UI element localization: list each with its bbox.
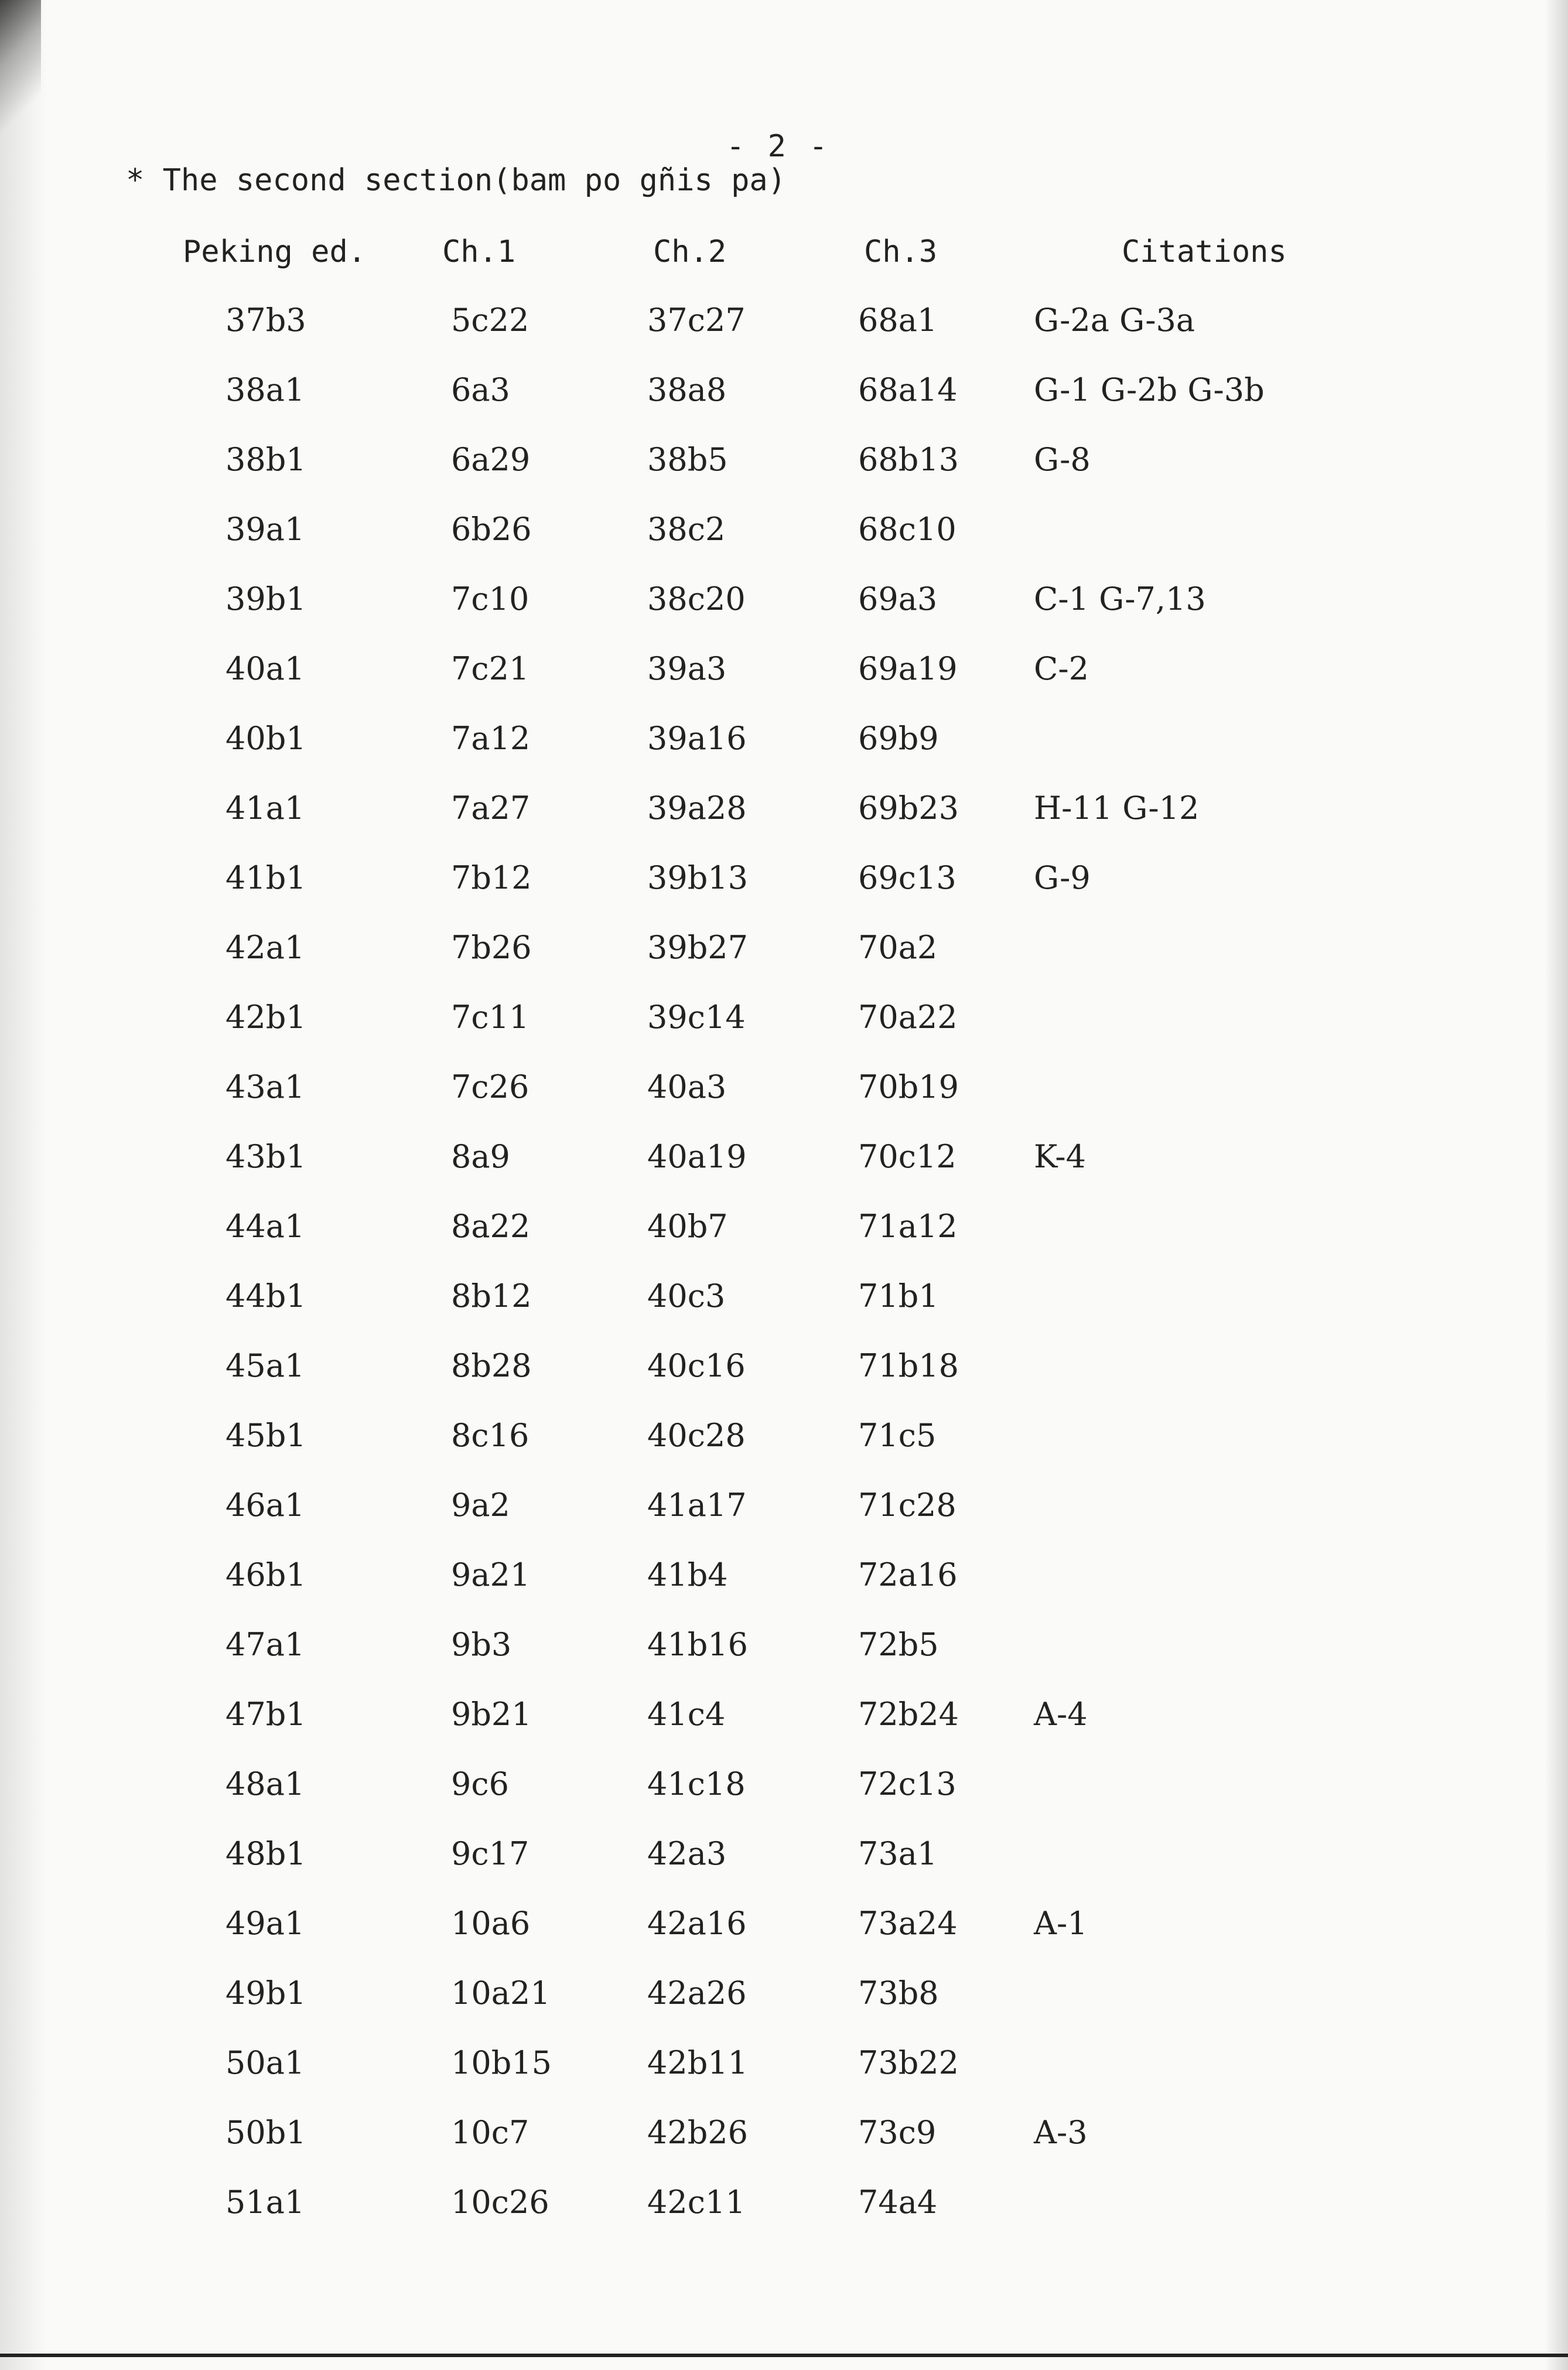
cell-ch2: 37c27 [647, 302, 746, 339]
table-row [0, 511, 1568, 580]
cell-ch1: 6a29 [451, 441, 531, 478]
cell-ch3: 72c13 [858, 1765, 956, 1802]
cell-citations: A-1 [1034, 1905, 1088, 1942]
cell-citations: G-9 [1034, 859, 1091, 896]
cell-peking: 40a1 [226, 650, 305, 687]
cell-peking: 50b1 [226, 2114, 306, 2151]
page-number: - 2 - [726, 129, 830, 164]
table-row [0, 1068, 1568, 1138]
table-body [0, 302, 1568, 2253]
cell-ch2: 38b5 [647, 441, 728, 478]
cell-peking: 42b1 [226, 999, 306, 1036]
cell-peking: 38a1 [226, 371, 305, 408]
cell-ch2: 42a16 [647, 1905, 747, 1942]
cell-peking: 41b1 [226, 859, 306, 896]
cell-ch2: 39c14 [647, 999, 746, 1036]
cell-ch3: 69a3 [858, 580, 938, 617]
table-row [0, 1556, 1568, 1626]
cell-ch3: 73b8 [858, 1975, 939, 2012]
cell-citations: C-2 [1034, 650, 1089, 687]
table-row [0, 929, 1568, 999]
cell-ch2: 41c4 [647, 1696, 726, 1733]
cell-peking: 49a1 [226, 1905, 305, 1942]
table-row [0, 1417, 1568, 1487]
cell-ch3: 69b9 [858, 720, 939, 757]
cell-peking: 46a1 [226, 1487, 305, 1524]
table-row [0, 720, 1568, 790]
cell-ch3: 72b5 [858, 1626, 939, 1663]
cell-peking: 44b1 [226, 1278, 306, 1314]
cell-ch2: 39b13 [647, 859, 748, 896]
cell-ch2: 40c28 [647, 1417, 746, 1454]
table-row [0, 1138, 1568, 1208]
cell-ch3: 71a12 [858, 1208, 958, 1245]
cell-peking: 39a1 [226, 511, 305, 548]
cell-ch3: 68b13 [858, 441, 959, 478]
table-row [0, 1208, 1568, 1278]
table-row [0, 371, 1568, 441]
cell-ch1: 9b3 [451, 1626, 512, 1663]
cell-ch1: 8b28 [451, 1347, 532, 1384]
cell-ch3: 68a14 [858, 371, 958, 408]
cell-ch3: 70a2 [858, 929, 938, 966]
cell-ch1: 10a21 [451, 1975, 551, 2012]
table-row [0, 999, 1568, 1068]
table-row [0, 790, 1568, 859]
cell-ch2: 39a3 [647, 650, 727, 687]
table-row [0, 1626, 1568, 1696]
scan-corner-shadow [0, 0, 41, 152]
cell-ch1: 7c10 [451, 580, 530, 617]
table-row [0, 1975, 1568, 2044]
cell-ch3: 71b1 [858, 1278, 939, 1314]
cell-ch1: 8a22 [451, 1208, 531, 1245]
cell-citations: G-1 G-2b G-3b [1034, 371, 1265, 408]
cell-peking: 39b1 [226, 580, 306, 617]
cell-peking: 43b1 [226, 1138, 306, 1175]
table-row [0, 1278, 1568, 1347]
cell-peking: 47b1 [226, 1696, 306, 1733]
cell-peking: 45b1 [226, 1417, 306, 1454]
cell-ch3: 69a19 [858, 650, 958, 687]
cell-peking: 47a1 [226, 1626, 305, 1663]
cell-ch1: 7a27 [451, 790, 531, 827]
cell-ch3: 69c13 [858, 859, 956, 896]
cell-ch3: 68a1 [858, 302, 938, 339]
cell-ch1: 10b15 [451, 2044, 552, 2081]
cell-ch2: 40a19 [647, 1138, 747, 1175]
cell-peking: 45a1 [226, 1347, 305, 1384]
header-ch1: Ch.1 [442, 234, 516, 269]
cell-ch2: 42c11 [647, 2184, 746, 2221]
cell-ch1: 9c17 [451, 1835, 530, 1872]
cell-ch1: 9c6 [451, 1765, 509, 1802]
cell-ch2: 38a8 [647, 371, 727, 408]
cell-citations: A-4 [1034, 1696, 1088, 1733]
cell-citations: G-2a G-3a [1034, 302, 1195, 339]
table-row [0, 2044, 1568, 2114]
cell-ch1: 7a12 [451, 720, 531, 757]
cell-ch2: 40c16 [647, 1347, 746, 1384]
cell-ch3: 70b19 [858, 1068, 959, 1105]
table-row [0, 1347, 1568, 1417]
cell-ch3: 71b18 [858, 1347, 959, 1384]
cell-ch2: 38c20 [647, 580, 746, 617]
cell-citations: K-4 [1034, 1138, 1087, 1175]
table-row [0, 1696, 1568, 1765]
cell-ch2: 41b4 [647, 1556, 728, 1593]
cell-peking: 46b1 [226, 1556, 306, 1593]
cell-peking: 49b1 [226, 1975, 306, 2012]
cell-ch1: 10c7 [451, 2114, 530, 2151]
cell-ch2: 42b26 [647, 2114, 748, 2151]
cell-ch2: 41a17 [647, 1487, 747, 1524]
cell-peking: 37b3 [226, 302, 306, 339]
cell-ch1: 8c16 [451, 1417, 530, 1454]
table-row [0, 1765, 1568, 1835]
cell-ch1: 10c26 [451, 2184, 549, 2221]
cell-ch2: 39a28 [647, 790, 747, 827]
cell-ch1: 6a3 [451, 371, 510, 408]
cell-citations: C-1 G-7,13 [1034, 580, 1206, 617]
table-row [0, 2184, 1568, 2253]
table-row [0, 650, 1568, 720]
header-ch2: Ch.2 [653, 234, 727, 269]
cell-ch2: 41b16 [647, 1626, 748, 1663]
cell-ch2: 42a3 [647, 1835, 727, 1872]
cell-ch2: 39b27 [647, 929, 748, 966]
table-row [0, 580, 1568, 650]
cell-ch1: 9b21 [451, 1696, 532, 1733]
cell-ch3: 73c9 [858, 2114, 937, 2151]
header-peking: Peking ed. [183, 234, 367, 269]
cell-citations: G-8 [1034, 441, 1091, 478]
section-title: * The second section(bam po gñis pa) [126, 163, 787, 198]
cell-ch1: 8b12 [451, 1278, 532, 1314]
cell-ch1: 10a6 [451, 1905, 531, 1942]
cell-ch1: 7b12 [451, 859, 532, 896]
cell-peking: 51a1 [226, 2184, 305, 2221]
cell-ch2: 42b11 [647, 2044, 748, 2081]
cell-peking: 38b1 [226, 441, 306, 478]
cell-ch3: 68c10 [858, 511, 956, 548]
header-ch3: Ch.3 [864, 234, 938, 269]
cell-ch1: 7c21 [451, 650, 530, 687]
cell-ch3: 73a24 [858, 1905, 958, 1942]
cell-ch1: 5c22 [451, 302, 530, 339]
cell-peking: 44a1 [226, 1208, 305, 1245]
cell-peking: 48b1 [226, 1835, 306, 1872]
cell-ch3: 71c28 [858, 1487, 956, 1524]
cell-citations: A-3 [1034, 2114, 1088, 2151]
cell-ch2: 40c3 [647, 1278, 726, 1314]
cell-ch3: 69b23 [858, 790, 959, 827]
bottom-rule [0, 2354, 1568, 2357]
table-row [0, 441, 1568, 511]
table-row [0, 2114, 1568, 2184]
cell-ch3: 73a1 [858, 1835, 938, 1872]
cell-peking: 48a1 [226, 1765, 305, 1802]
cell-ch2: 40b7 [647, 1208, 728, 1245]
cell-peking: 42a1 [226, 929, 305, 966]
cell-citations: H-11 G-12 [1034, 790, 1200, 827]
cell-peking: 40b1 [226, 720, 306, 757]
table-row [0, 1487, 1568, 1556]
cell-ch2: 39a16 [647, 720, 747, 757]
cell-ch1: 7c26 [451, 1068, 530, 1105]
cell-ch3: 74a4 [858, 2184, 938, 2221]
table-header [0, 234, 1568, 275]
cell-ch3: 71c5 [858, 1417, 937, 1454]
cell-ch2: 40a3 [647, 1068, 727, 1105]
cell-ch3: 73b22 [858, 2044, 959, 2081]
cell-ch1: 6b26 [451, 511, 532, 548]
cell-ch1: 9a2 [451, 1487, 510, 1524]
cell-ch1: 7b26 [451, 929, 532, 966]
cell-peking: 41a1 [226, 790, 305, 827]
cell-ch1: 7c11 [451, 999, 530, 1036]
cell-ch1: 8a9 [451, 1138, 510, 1175]
cell-ch2: 41c18 [647, 1765, 746, 1802]
cell-peking: 43a1 [226, 1068, 305, 1105]
table-row [0, 302, 1568, 371]
table-row [0, 1905, 1568, 1975]
cell-ch2: 38c2 [647, 511, 726, 548]
cell-ch3: 72b24 [858, 1696, 959, 1733]
cell-ch3: 72a16 [858, 1556, 958, 1593]
header-citations: Citations [1122, 234, 1287, 269]
cell-ch3: 70a22 [858, 999, 958, 1036]
cell-ch3: 70c12 [858, 1138, 956, 1175]
table-row [0, 859, 1568, 929]
table-row [0, 1835, 1568, 1905]
cell-ch1: 9a21 [451, 1556, 531, 1593]
cell-ch2: 42a26 [647, 1975, 747, 2012]
cell-peking: 50a1 [226, 2044, 305, 2081]
